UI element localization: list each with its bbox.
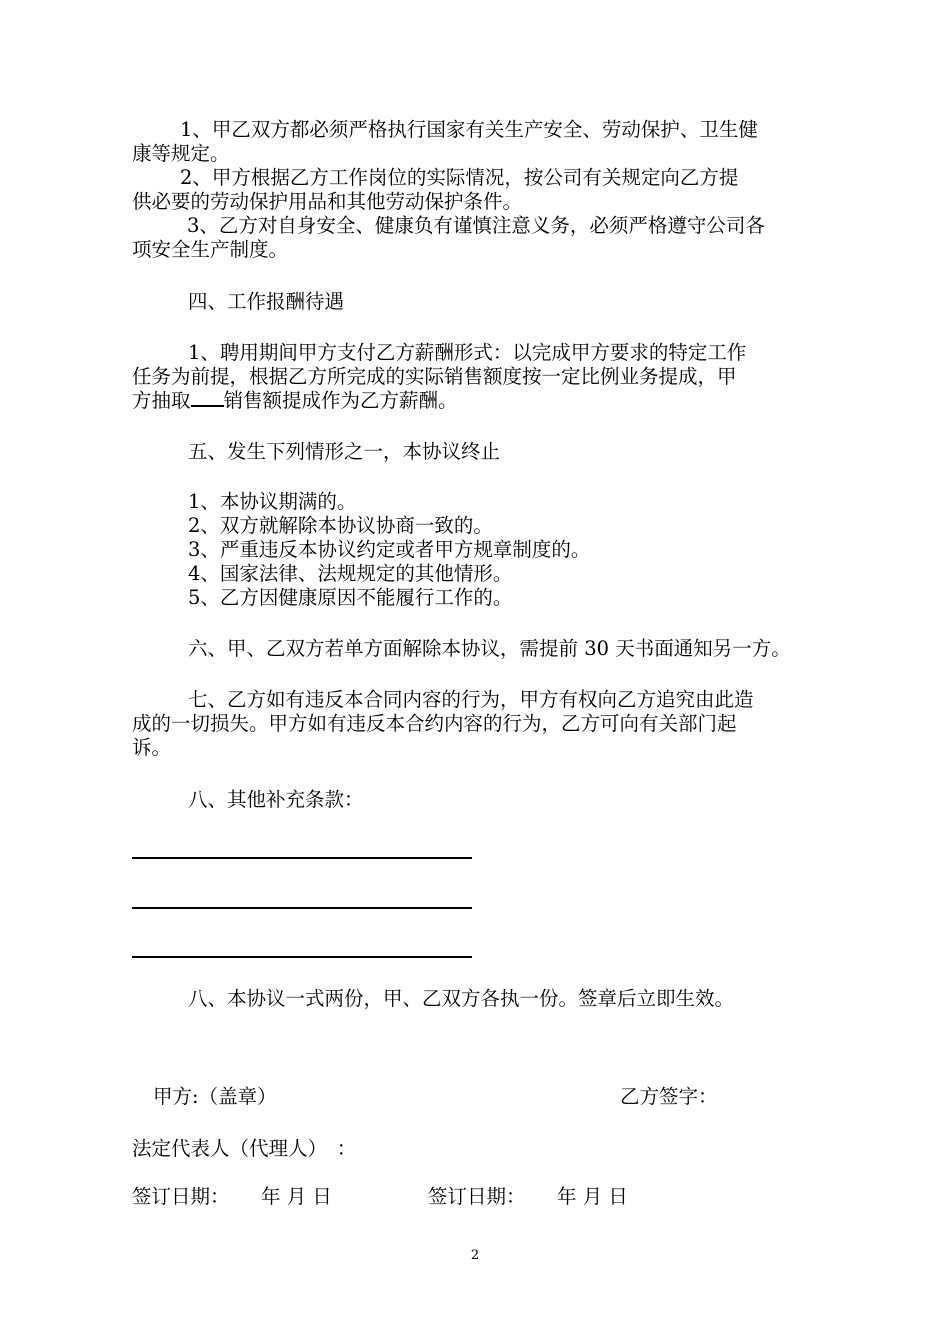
pay-line-3-end: 销售额提成作为乙方薪酬。 xyxy=(223,389,458,412)
party-a-date-fields: 年 月 日 xyxy=(261,1185,332,1208)
safety-item-3-line-2: 项安全生产制度。 xyxy=(132,238,289,261)
section-five-heading: 五、发生下列情形之一，本协议终止 xyxy=(188,440,501,463)
party-a-date-label: 签订日期： xyxy=(132,1185,230,1208)
party-b-date-label: 签订日期： xyxy=(428,1185,526,1208)
pay-item-1-line-3 xyxy=(132,389,458,413)
section-seven-line-1: 七、乙方如有违反本合同内容的行为，甲方有权向乙方追究由此造 xyxy=(188,688,754,711)
pay-item-1-line-1: 1、聘用期间甲方支付乙方薪酬形式：以完成甲方要求的特定工作 xyxy=(188,341,747,364)
section-seven-line-2: 成的一切损失。甲方如有违反本合约内容的行为，乙方可向有关部门起 xyxy=(132,712,737,735)
section-seven-line-3: 诉。 xyxy=(132,736,172,759)
safety-item-1-line-2: 康等规定。 xyxy=(132,142,230,165)
page-number: 2 xyxy=(470,1248,480,1263)
commission-rate-blank[interactable] xyxy=(191,389,224,407)
safety-item-3-line-1: 3、乙方对自身安全、健康负有谨慎注意义务，必须严格遵守公司各 xyxy=(187,214,765,237)
safety-item-2-line-2: 供必要的劳动保护用品和其他劳动保护条件。 xyxy=(132,190,523,213)
safety-item-1-line-1: 1、甲乙双方都必须严格执行国家有关生产安全、劳动保护、卫生健 xyxy=(180,118,758,141)
party-b-signature-label: 乙方签字： xyxy=(620,1085,718,1108)
supplementary-blank-line-2[interactable] xyxy=(132,907,472,909)
termination-item-5: 5、乙方因健康原因不能履行工作的。 xyxy=(188,586,513,609)
pay-item-1-line-2: 任务为前提，根据乙方所完成的实际销售额度按一定比例业务提成，甲 xyxy=(132,365,737,388)
termination-item-3: 3、严重违反本协议约定或者甲方规章制度的。 xyxy=(188,538,591,561)
supplementary-blank-line-1[interactable] xyxy=(132,857,472,859)
party-b-date-fields: 年 月 日 xyxy=(557,1185,628,1208)
party-a-seal-label: 甲方:（盖章） xyxy=(153,1085,277,1108)
section-six-text: 六、甲、乙双方若单方面解除本协议，需提前 30 天书面通知另一方。 xyxy=(188,637,791,660)
termination-item-4: 4、国家法律、法规规定的其他情形。 xyxy=(188,562,513,585)
supplementary-blank-line-3[interactable] xyxy=(132,956,472,958)
legal-representative-label: 法定代表人（代理人） ： xyxy=(132,1137,357,1160)
pay-line-3-start: 方抽取 xyxy=(132,389,191,412)
termination-item-2: 2、双方就解除本协议协商一致的。 xyxy=(188,514,493,537)
section-eight-effect-text: 八、本协议一式两份，甲、乙双方各执一份。签章后立即生效。 xyxy=(188,987,735,1010)
section-four-heading: 四、工作报酬待遇 xyxy=(188,290,345,313)
section-eight-heading: 八、其他补充条款： xyxy=(188,788,364,811)
safety-item-2-line-1: 2、甲方根据乙方工作岗位的实际情况，按公司有关规定向乙方提 xyxy=(180,166,739,189)
termination-item-1: 1、本协议期满的。 xyxy=(188,490,357,513)
